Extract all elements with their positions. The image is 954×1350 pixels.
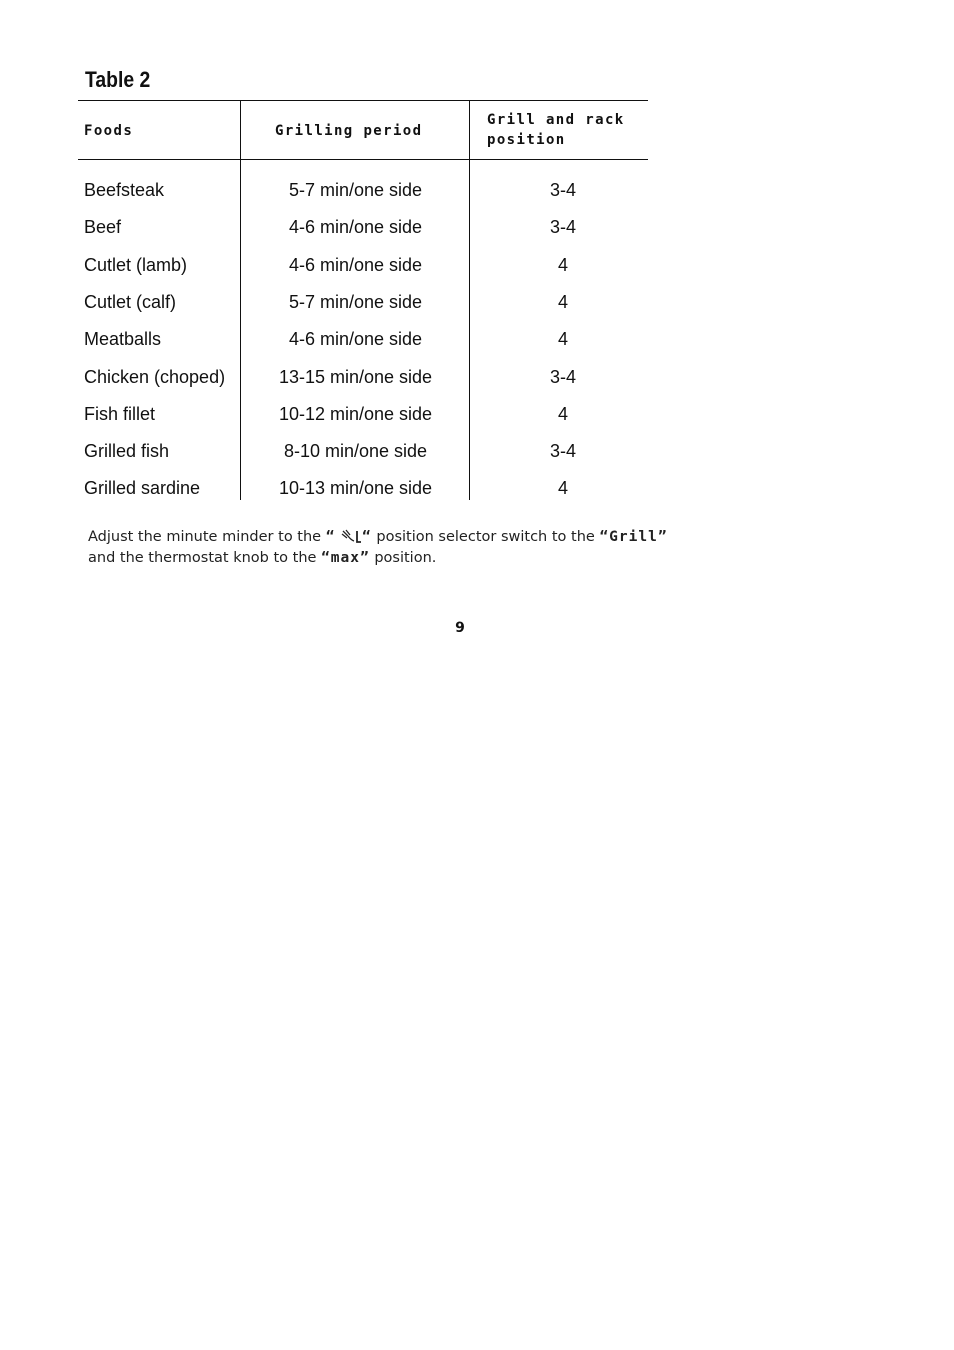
header-grilling-period: Grilling period: [275, 123, 423, 139]
food-cell: Grilled fish: [84, 441, 170, 462]
rack-position-cell: 3-4: [549, 441, 576, 462]
note-text-3: and the thermostat knob to the: [88, 550, 322, 566]
grilling-period-cell: 4-6 min/one side: [288, 217, 423, 238]
header-grill-rack-position: [487, 110, 625, 150]
food-cell: Beef: [84, 217, 122, 238]
note-text-4: position.: [369, 550, 437, 566]
rack-position-cell: 4: [557, 291, 568, 312]
food-cell: Beefsteak: [84, 180, 165, 200]
minute-minder-timer-icon: [340, 528, 362, 544]
rack-position-cell: 3-4: [549, 217, 576, 238]
grilling-period-cell: 4-6 min/one side: [288, 254, 423, 275]
rack-position-cell: 4: [557, 329, 568, 350]
grilling-period-cell: 10-12 min/one side: [278, 403, 433, 424]
grilling-period-cell: 10-13 min/one side: [278, 478, 433, 499]
grilling-period-cell: 5-7 min/one side: [288, 180, 423, 200]
grilling-period-cell: 4-6 min/one side: [288, 329, 423, 350]
note-quote-close: “: [362, 529, 372, 545]
note-text-2: position selector switch to the: [371, 529, 600, 545]
page-number: 9: [455, 620, 465, 636]
rack-position-cell: 3-4: [549, 366, 576, 387]
header-grill-rack-line1: Grill and rack: [487, 112, 625, 128]
grilling-period-cell: 5-7 min/one side: [288, 291, 423, 312]
table-title: Table 2: [85, 67, 151, 92]
rack-position-cell: 4: [557, 403, 568, 424]
note-quote-open: “: [325, 529, 336, 545]
rack-position-cell: 3-4: [549, 180, 576, 200]
grilling-period-cell: 8-10 min/one side: [283, 441, 428, 462]
food-cell: Fish fillet: [84, 403, 156, 424]
food-cell: Cutlet (calf): [84, 291, 177, 312]
header-foods: Foods: [84, 123, 134, 139]
column-divider-1: [240, 100, 241, 500]
rack-position-cell: 4: [557, 478, 568, 499]
header-grill-rack-line2: position: [487, 132, 566, 148]
note-max-label: “max”: [321, 550, 370, 566]
food-cell: Grilled sardine: [84, 478, 201, 499]
food-cell: Cutlet (lamb): [84, 254, 188, 275]
table-top-rule: [78, 100, 648, 101]
note-text-1: Adjust the minute minder to the: [88, 529, 326, 545]
rack-position-cell: 4: [557, 254, 568, 275]
food-cell: Chicken (choped): [84, 366, 226, 387]
note-grill-label: “Grill”: [599, 529, 668, 545]
table-header-rule: [78, 159, 648, 160]
food-cell: Meatballs: [84, 329, 162, 350]
grilling-period-cell: 13-15 min/one side: [278, 366, 433, 387]
instruction-note: [88, 527, 678, 569]
